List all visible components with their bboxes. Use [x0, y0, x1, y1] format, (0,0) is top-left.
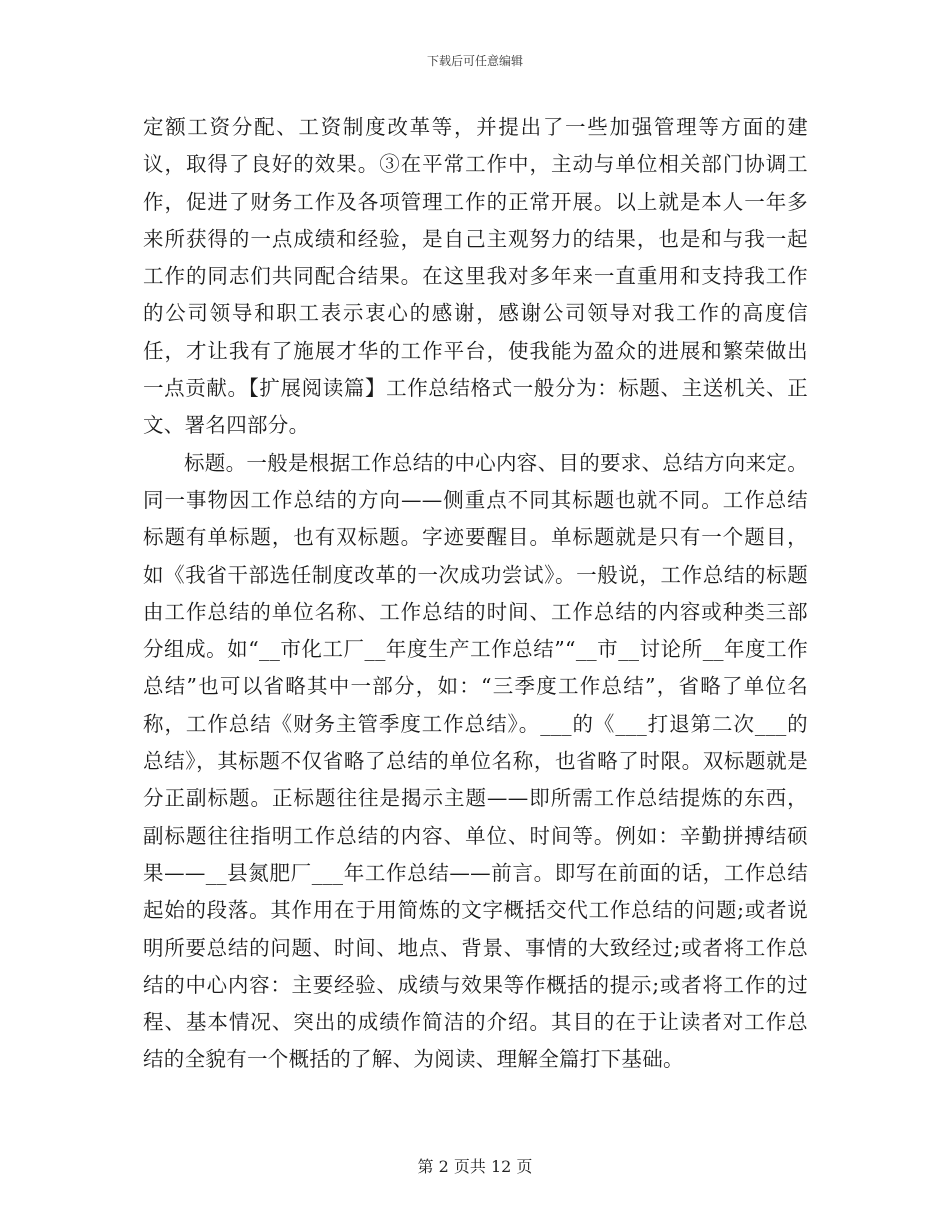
document-body — [143, 109, 808, 1079]
paragraph-continuation: 定额工资分配、工资制度改革等，并提出了一些加强管理等方面的建议，取得了良好的效果。③在平常工作中，主动与单位相关部门协调工作，促进了财务工作及各项管理工作的正常开展。以上就是本人一年多来所获得的一点成绩和经验，是自己主观努力的结果，也是和与我一起工作的同志们共同配合结果。在这里我对多年来一直重用和支持我工作的公司领导和职工表示衷心的感谢，感谢公司领导对我工作的高度信任，才让我有了施展才华的工作平台，使我能为盈众的进展和繁荣做出一点贡献。【扩展阅读篇】工作总结格式一般分为：标题、主送机关、正文、署名四部分。 — [143, 115, 808, 438]
page-header-note: 下载后可任意编辑 — [426, 54, 523, 68]
page-number: 第 2 页共 12 页 — [417, 1157, 533, 1176]
paragraph-title-section: 标题。一般是根据工作总结的中心内容、目的要求、总结方向来定。同一事物因工作总结的方向——侧重点不同其标题也就不同。工作总结标题有单标题，也有双标题。字迹要醒目。单标题就是只有一个题目，如《我省干部选任制度改革的一次成功尝试》。一般说，工作总结的标题由工作总结的单位名称、工作总结的时间、工作总结的内容或种类三部分组成。如“__市化工厂__年度生产工作总结”“__市__讨论所__年度工作总结”也可以省略其中一部分，如：“三季度工作总结”，省略了单位名称，工作总结《财务主管季度工作总结》。___的《___打退第二次___的总结》，其标题不仅省略了总结的单位名称，也省略了时限。双标题就是分正副标题。正标题往往是揭示主题——即所需工作总结提炼的东西，副标题往往指明工作总结的内容、单位、时间等。例如：辛勤拼搏结硕果——__县氮肥厂___年工作总结——前言。即写在前面的话，工作总结起始的段落。其作用在于用简炼的文字概括交代工作总结的问题;或者说明所要总结的问题、时间、地点、背景、事情的大致经过;或者将工作总结的中心内容：主要经验、成绩与效果等作概括的提示;或者将工作的过程、基本情况、突出的成绩作简洁的介绍。其目的在于让读者对工作总结的全貌有一个概括的了解、为阅读、理解全篇打下基础。 — [143, 450, 808, 1072]
